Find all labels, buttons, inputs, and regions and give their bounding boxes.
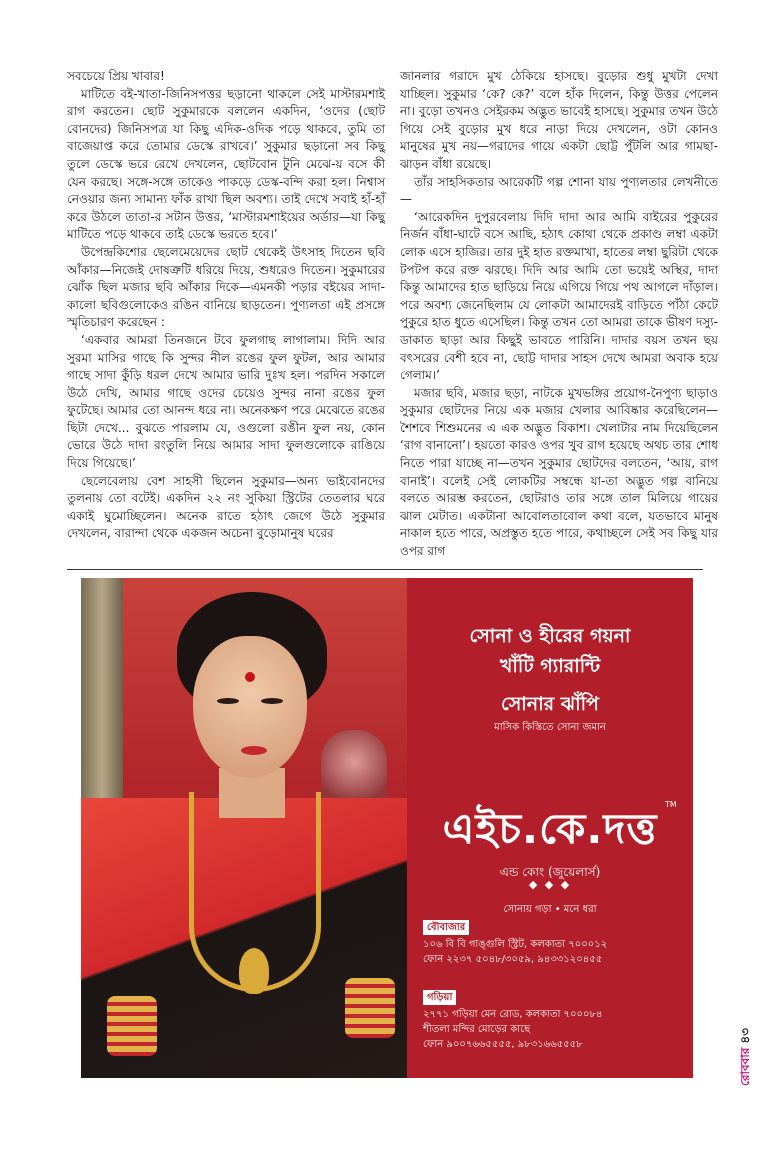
branch-bowbazar [423, 920, 683, 967]
branch-phone: ফোন ২২৩৭ ৫০৪৮/৩০৫৯, ৯৪৩৩১২০৪৫৫ [423, 954, 603, 965]
section-divider [67, 569, 703, 570]
ad-model-photo [81, 578, 407, 1078]
running-footer [733, 1010, 763, 1086]
branch-address: ২৭৭১ গড়িয়া মেন রোড, কলকাতা ৭০০০৮৪ [423, 1009, 603, 1020]
paragraph: ছেলেবেলায় বেশ সাহসী ছিলেন সুকুমার—অন্য ভাইবোনদের তুলনায় তো বটেই। একদিন ২২ নং সুকিয়া স্ট্রিটের তেতলার ঘরে একাই ঘুমোচ্ছিলেন। অনেক রাতে হঠাৎ জেগে উঠে সুকুমার দেখলেন, বারান্দা থেকে একজন অচেনা বুড়োমানুষ ঘরের [67, 473, 385, 541]
face-illustration [193, 636, 307, 778]
article-column-right [400, 68, 718, 561]
page-number: ৪৩ [738, 1028, 752, 1044]
bangles-illustration [345, 978, 395, 1038]
eye-illustration [261, 698, 283, 704]
ad-headline: সোনা ও হীরের গয়না [469, 625, 631, 647]
branch-garia [423, 990, 683, 1052]
article-column-left [67, 68, 385, 543]
paragraph: ‘একবার আমরা তিনজনে টবে ফুলগাছ লাগালাম। দিদি আর সুরমা মাসির গাছে কি সুন্দর নীল রঙের ফুল ফুটল, আর আমার গাছে সাদা কুঁড়ি ধরল দেখে আমার ভারি দুঃখ হল। পরদিন সকালে উঠে দেখি, আমার গাছে ওদের চেয়েও সুন্দর নানা রঙের ফুল ফুটেছে। আমার তো আনন্দ ধরে না। অনেকক্ষণ পরে মেঝেতে রঙের ছিটা দেখে... বুঝতে পারলাম যে, ওগুলো রঙীন ফুল নয়, কোন ভোরে উঠে দাদা রংতুলি নিয়ে আমার সাদা ফুলগুলোকে রাঙিয়ে দিয়ে গিয়েছে।’ [67, 332, 385, 471]
branch-address: ১০৬ বি বি গাঙ্গুলি স্ট্রিট, কলকাতা ৭০০০১২ [423, 939, 608, 950]
paragraph: ‘আরেকদিন দুপুরবেলায় দিদি দাদা আর আমি বাইরের পুকুরের নির্জন বাঁধা-ঘাটে বসে আছি, হঠাৎ কোথা থেকে প্রকাণ্ড লম্বা একটা লোক এসে হাজির। তার দুই হাত রক্তমাখা, হাতের লম্বা ছুরিটা থেকে টপটপ করে রক্ত ঝরছে। দিদি আর আমি তো ভয়েই অস্থির, দাদা কিন্তু আমাদের হাত ছাড়িয়ে নিয়ে এগিয়ে গিয়ে পথ আগলে দাঁড়াল। পরে অবশ্য জেনেছিলাম যে লোকটা আমাদেরই বাড়িতে পাঁঠা কেটে পুকুরে হাত ধুতে এসেছিল। কিন্তু তখন তো আমরা তাকে ভীষণ দস্যু-ডাকাত ছাড়া আর কিছুই ভাবতে পারিনি। দাদার বয়স তখন ছয় বৎসরের বেশী হবে না, ছোট্ট দাদার সাহস দেখে আমরা অবাক হয়ে গেলাম।’ [400, 209, 718, 383]
paragraph: সবচেয়ে প্রিয় খাবার! [67, 69, 165, 83]
eye-illustration [217, 698, 239, 704]
ad-scheme-name: সোনার ঝাঁপি [501, 693, 599, 715]
paragraph: মাটিতে বই-খাতা-জিনিসপত্তর ছড়ানো থাকলে সেই মাস্টারমশাই রাগ করতেন। ছোট সুকুমারকে বললেন একদিন, ‘ওদের (ছোট বোনদের) জিনিসপত্র যা কিছু এদিক-ওদিক পড়ে থাকবে, তুমি তা বাজেয়াপ্ত করে তোমার ডেস্কে রাখবে।’ সুকুমার ছড়ানো সব কিছু তুলে ডেস্কে ভরে রেখে দেখলেন, ছোটবোন টুনি মেঝে-য় বসে কী যেন করছে। সঙ্গে-সঙ্গে তাকেও পাকড়ে ডেস্ক-বন্দি করা হল। নিশ্বাস নেওয়ার জন্য সামান্য ফাঁক রাখা ছিল অবশ্য। তাই দেখে সবাই হাঁ-হাঁ করে উঠলে তাতা-র সটান উত্তর, ‘মাস্টারমশাইয়ের অর্ডার—যা কিছু মাটিতে পড়ে থাকবে তাই ডেস্কে ভরতে হবে।’ [67, 86, 385, 242]
bindi-illustration [245, 672, 255, 682]
paragraph: মজার ছবি, মজার ছড়া, নাটকে মুখভঙ্গির প্রয়োগ-নৈপুণ্য ছাড়াও সুকুমার ছোটদের নিয়ে এক মজার খেলার আবিষ্কার করেছিলেন—শৈশবে শিশুমনের এ এক অদ্ভুত বিকাশ। খেলাটার নাম দিয়েছিলেন ‘রাগ বানানো’। হয়তো কারও ওপর খুব রাগ হয়েছে অথচ তার শোধ নিতে পারা যাচ্ছে না—তখন সুকুমার ছোটদের বলতেন, ‘আয়, রাগ বানাই’। বলেই সেই লোকটির সম্বন্ধে যা-তা অদ্ভুত গল্প বানিয়ে বলতে আরম্ভ করতেন, ছোটরাও তার সঙ্গে তাল মিলিয়ে গায়ের ঝাল মেটাত। একটানা আবোলতাবোল কথা বলে, যতভাবে মানুষ নাকাল হতে পারে, অপ্রস্তুত হতে পারে, কথাচ্ছলে সেই সব কিছু যার ওপর রাগ [400, 385, 718, 559]
branch-landmark: শীতলা মন্দির মোড়ের কাছে [423, 1024, 531, 1035]
paragraph: উপেন্দ্রকিশোর ছেলেমেয়েদের ছোট থেকেই উৎসাহ দিতেন ছবি আঁকার—নিজেই দোষত্রুটি ধরিয়ে দিয়ে, শুধরেও দিতেন। সুকুমারের ঝোঁক ছিল মজার ছবি আঁকার দিকে—এমনকী পড়ার বইয়ের সাদা-কালো ছবিগুলোকেও রঙিন বানিয়ে ছাড়তেন। পুণ্যলতা এই প্রসঙ্গে স্মৃতিচারণ করেছেন : [67, 244, 385, 330]
ad-guarantee: খাঁটি গ্যারান্টি [499, 655, 601, 677]
paragraph: তাঁর সাহসিকতার আরেকটি গল্প শোনা যায় পুণ্যলতার লেখনীতে— [400, 174, 718, 207]
branch-phone: ফোন ৯০০৭৬৬৫৫৫৫, ৯৮৩১৬৬৫৫৫৮ [423, 1039, 583, 1050]
ad-company-name: এন্ড কোং (জুয়েলার্স) [499, 865, 601, 879]
magazine-name: রোববার [738, 1047, 752, 1086]
ad-scheme-detail: মাসিক কিস্তিতে সোনা জমান [494, 722, 606, 733]
ad-tagline: সোনায় গড়া • মনে ধরা [503, 904, 597, 915]
paragraph: জানলার গরাদে মুখ ঠেকিয়ে হাসছে। বুড়োর শুধু মুখটা দেখা যাচ্ছিল। সুকুমার ‘কে? কে?’ বলে হাঁক দিলেন, কিন্তু উত্তর পেলেন না। বুড়ো তখনও সেইরকম অদ্ভুত ভাবেই হাসছে। সুকুমার তখন উঠে গিয়ে সেই বুড়োর মুখ ধরে নাড়া দিয়ে দেখলেন, ওটা কোনও মানুষের মুখ নয়—গরাদের গায়ে একটা ছোট্ট পুঁটলি আর গামছা-ঝাড়ন বাঁধা রয়েছে। [400, 69, 718, 171]
ad-text-panel [407, 578, 693, 1078]
pendant-illustration [239, 948, 269, 994]
jewellery-advertisement [81, 578, 693, 1078]
lips-illustration [241, 746, 267, 755]
branch-name: বৌবাজার [423, 920, 469, 935]
trademark-mark: TM [665, 800, 677, 809]
ornament-divider: ◆ ◆ ◆ [528, 878, 572, 891]
branch-name: গড়িয়া [423, 990, 456, 1005]
ad-brand-logo: এইচ.কে.দত্ত [442, 804, 658, 853]
bangles-illustration [107, 996, 157, 1056]
